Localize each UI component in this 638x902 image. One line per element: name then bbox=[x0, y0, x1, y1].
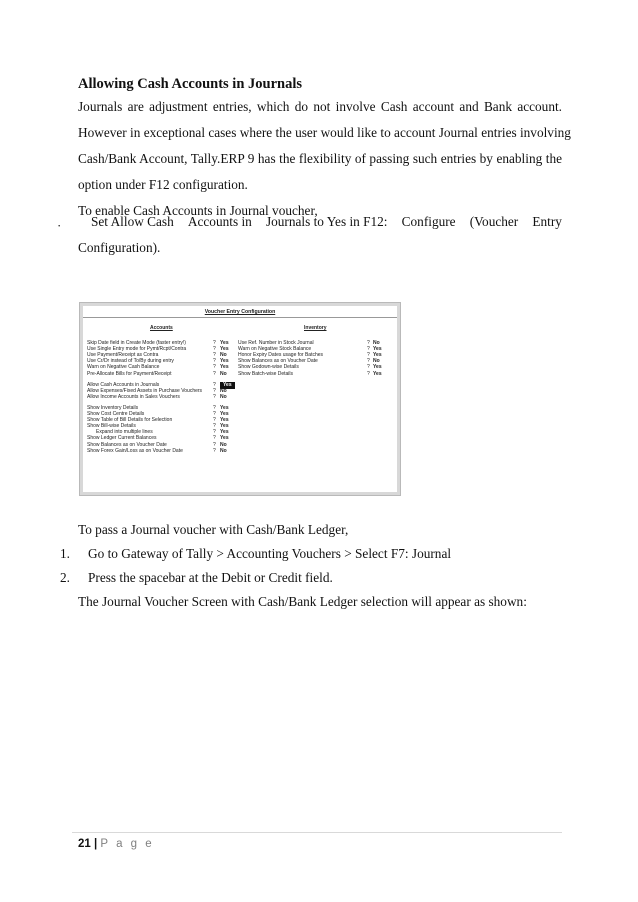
config-row-question: ? bbox=[213, 387, 216, 394]
config-row-question: ? bbox=[367, 352, 370, 359]
bullet-word: Entry bbox=[532, 214, 562, 229]
accounts-header: Accounts bbox=[150, 325, 173, 331]
intro-line: option under F12 configuration. bbox=[78, 177, 248, 192]
config-row-value[interactable]: Yes bbox=[373, 352, 382, 359]
config-row-question: ? bbox=[213, 423, 216, 430]
step-text: Press the spacebar at the Debit or Credit field. bbox=[88, 570, 333, 585]
config-row-label: Warn on Negative Cash Balance bbox=[87, 364, 160, 371]
page-footer bbox=[78, 838, 154, 850]
step-number: 1. bbox=[60, 546, 70, 561]
config-row-question: ? bbox=[213, 404, 216, 411]
intro-line: Cash/Bank Account, Tally.ERP 9 has the flexibility of passing such entries by enabling the bbox=[78, 151, 562, 166]
config-row-label: Expand into multiple lines bbox=[96, 429, 153, 436]
config-row-value[interactable]: Yes bbox=[220, 429, 229, 436]
config-row-question: ? bbox=[367, 358, 370, 365]
config-row-value[interactable]: No bbox=[373, 340, 380, 346]
page-number: 21 bbox=[78, 838, 91, 850]
config-row bbox=[87, 394, 240, 401]
config-row-question: ? bbox=[213, 340, 216, 346]
config-row-label: Skip Date field in Create Mode (faster entry!) bbox=[87, 340, 186, 346]
config-row-label: Show Table of Bill Details for Selection bbox=[87, 417, 173, 424]
bullet-mark: · bbox=[57, 218, 62, 233]
config-row-value[interactable]: Yes bbox=[220, 364, 229, 371]
config-row-question: ? bbox=[213, 417, 216, 424]
config-row-label: Allow Income Accounts in Sales Vouchers bbox=[87, 393, 180, 400]
config-row-value[interactable]: No bbox=[220, 352, 227, 359]
config-row-question: ? bbox=[213, 364, 216, 371]
config-row-question: ? bbox=[213, 429, 216, 436]
config-row-label: Warn on Negative Stock Balance bbox=[238, 346, 312, 353]
page-label: P a g e bbox=[100, 838, 155, 850]
config-row-label: Show Inventory Details bbox=[87, 404, 139, 411]
bullet-line-2: Configuration). bbox=[78, 240, 161, 255]
config-row-value[interactable]: Yes bbox=[373, 346, 382, 353]
config-row-value[interactable]: Yes bbox=[220, 358, 229, 365]
config-row-value[interactable]: No bbox=[220, 370, 227, 377]
intro-line: However in exceptional cases where the user would like to account Journal entries involving bbox=[78, 125, 571, 140]
config-row-label: Show Cost Centre Details bbox=[87, 411, 145, 417]
bullet-word: Set Allow Cash bbox=[91, 214, 174, 229]
screen-title: Voucher Entry Configuration bbox=[204, 309, 276, 315]
config-row-label: Allow Expenses/Fixed Assets in Purchase Vouchers bbox=[87, 387, 203, 394]
footer-divider bbox=[72, 832, 562, 833]
config-row-question: ? bbox=[367, 364, 370, 371]
section-heading: Allowing Cash Accounts in Journals bbox=[78, 76, 302, 92]
config-screenshot bbox=[79, 302, 401, 496]
config-row-question: ? bbox=[213, 358, 216, 365]
config-row-value[interactable]: Yes bbox=[220, 417, 229, 424]
config-row-label: Show Forex Gain/Loss as on Voucher Date bbox=[87, 447, 183, 454]
bullet-item bbox=[78, 209, 562, 261]
config-row-value[interactable]: No bbox=[220, 387, 227, 394]
inventory-header: Inventory bbox=[304, 325, 327, 331]
config-row-question: ? bbox=[367, 370, 370, 377]
config-row-question: ? bbox=[213, 352, 216, 359]
config-row-question: ? bbox=[213, 393, 216, 400]
config-row-label: Show Balances as on Voucher Date bbox=[87, 441, 167, 448]
config-row-value[interactable]: No bbox=[220, 441, 227, 448]
config-screen bbox=[83, 306, 397, 492]
bullet-word: Accounts in bbox=[187, 214, 252, 229]
screen-divider bbox=[83, 317, 397, 318]
bullet-word: (Voucher bbox=[469, 214, 519, 229]
config-row-label: Show Bill-wise Details bbox=[87, 423, 136, 430]
config-row-label: Pre-Allocate Bills for Payment/Receipt bbox=[87, 370, 172, 377]
result-line: The Journal Voucher Screen with Cash/Bank Ledger selection will appear as shown: bbox=[78, 594, 527, 609]
footer-separator: | bbox=[94, 838, 98, 850]
bullet-word: Configure bbox=[401, 214, 456, 229]
config-row-label: Show Ledger Current Balances bbox=[87, 435, 157, 442]
config-row-value[interactable]: Yes bbox=[220, 404, 229, 411]
config-row-question: ? bbox=[213, 346, 216, 353]
config-row-value[interactable]: Yes bbox=[373, 364, 382, 371]
bullet-line-1 bbox=[78, 209, 562, 235]
config-row-label: Use Cr/Dr instead of To/By during entry bbox=[87, 358, 174, 365]
config-row-value[interactable]: Yes bbox=[220, 435, 229, 442]
config-row-value[interactable]: No bbox=[220, 393, 227, 400]
config-row bbox=[238, 371, 393, 378]
config-row-question: ? bbox=[213, 370, 216, 377]
config-row-value[interactable]: Yes bbox=[220, 411, 229, 417]
config-row-value[interactable]: Yes bbox=[220, 340, 229, 346]
config-row-value[interactable]: Yes bbox=[373, 370, 382, 377]
config-row bbox=[87, 371, 240, 378]
config-row-value[interactable]: Yes bbox=[220, 382, 235, 389]
config-row-question: ? bbox=[213, 381, 216, 388]
step-number: 2. bbox=[60, 570, 70, 585]
step-text: Go to Gateway of Tally > Accounting Vouchers > Select F7: Journal bbox=[88, 546, 452, 561]
enable-line: To enable Cash Accounts in Journal voucher, bbox=[78, 203, 318, 218]
config-row bbox=[87, 448, 240, 455]
config-row-value[interactable]: No bbox=[373, 358, 380, 365]
config-row-value[interactable]: No bbox=[220, 447, 227, 454]
config-row-label: Show Godown-wise Details bbox=[238, 364, 299, 371]
config-row-question: ? bbox=[367, 340, 370, 346]
config-row-label: Use Payment/Receipt as Contra bbox=[87, 352, 159, 359]
intro-paragraph bbox=[78, 94, 571, 224]
config-row-label: Use Single Entry mode for Pymt/Rcpt/Contra bbox=[87, 346, 187, 353]
pass-line: To pass a Journal voucher with Cash/Bank Ledger, bbox=[78, 522, 349, 537]
intro-line: Journals are adjustment entries, which do not involve Cash account and Bank account. bbox=[78, 99, 562, 114]
config-row-label: Show Balances as on Voucher Date bbox=[238, 358, 318, 365]
config-row-value[interactable]: Yes bbox=[220, 346, 229, 353]
config-row-question: ? bbox=[213, 411, 216, 417]
config-row-label: Honor Expiry Dates usage for Batches bbox=[238, 352, 324, 359]
config-row-label: Use Ref. Number in Stock Journal bbox=[238, 340, 314, 346]
config-row-label: Allow Cash Accounts in Journals bbox=[87, 381, 160, 388]
config-row-value[interactable]: Yes bbox=[220, 423, 229, 430]
bullet-word: Journals to Yes in F12: bbox=[265, 214, 388, 229]
config-row-question: ? bbox=[213, 441, 216, 448]
config-row-label: Show Batch-wise Details bbox=[238, 370, 294, 377]
config-row-question: ? bbox=[367, 346, 370, 353]
config-row-question: ? bbox=[213, 447, 216, 454]
config-row-question: ? bbox=[213, 435, 216, 442]
